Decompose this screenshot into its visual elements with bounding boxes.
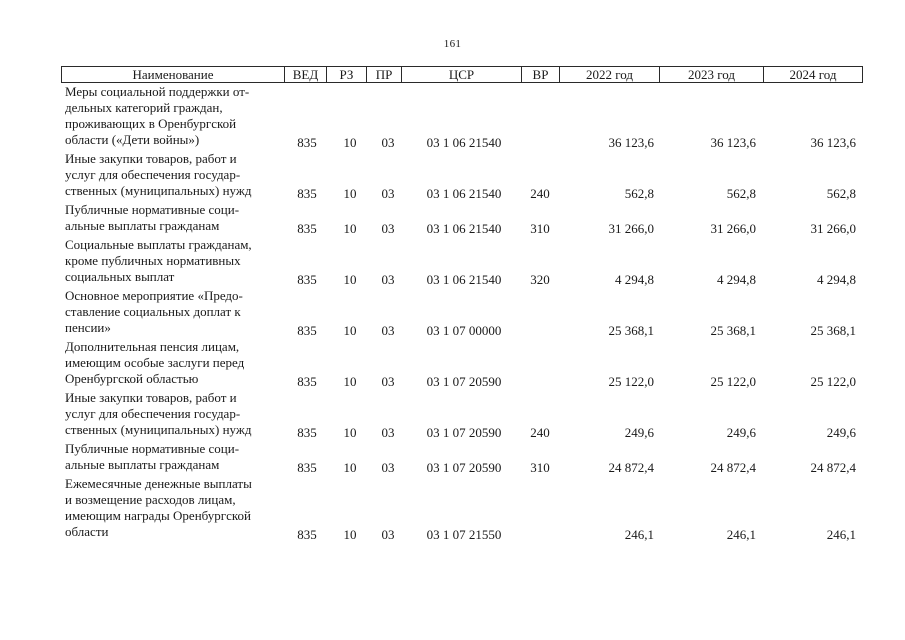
cell-pr: 03 xyxy=(381,186,395,201)
cell-ved: 835 xyxy=(297,135,317,150)
row-name-line: социальных выплат xyxy=(65,269,175,284)
row-name-line: и возмещение расходов лицам, xyxy=(65,492,236,507)
cell-2023: 24 872,4 xyxy=(710,460,756,475)
row-name-line: Публичные нормативные соци- xyxy=(65,202,240,217)
row-name-line: пенсии» xyxy=(65,320,111,335)
cell-csr: 03 1 07 21550 xyxy=(426,527,502,542)
row-name-line: кроме публичных нормативных xyxy=(65,253,241,268)
cell-ved: 835 xyxy=(297,186,317,201)
cell-2024: 246,1 xyxy=(826,527,856,542)
row-name-line: ственных (муниципальных) нужд xyxy=(65,183,252,198)
cell-2022: 246,1 xyxy=(624,527,654,542)
page-number: 161 xyxy=(443,38,462,50)
cell-2023: 31 266,0 xyxy=(710,221,756,236)
cell-2022: 249,6 xyxy=(624,425,654,440)
row-name-line: Основное мероприятие «Предо- xyxy=(65,288,243,303)
cell-2023: 249,6 xyxy=(726,425,756,440)
cell-2024: 249,6 xyxy=(826,425,856,440)
cell-2023: 562,8 xyxy=(726,186,756,201)
cell-2024: 4 294,8 xyxy=(817,272,856,287)
cell-2024: 36 123,6 xyxy=(810,135,856,150)
cell-2024: 25 122,0 xyxy=(810,374,856,389)
cell-csr: 03 1 06 21540 xyxy=(426,186,502,201)
cell-2023: 25 122,0 xyxy=(710,374,756,389)
cell-pr: 03 xyxy=(381,221,395,236)
cell-ved: 835 xyxy=(297,460,317,475)
row-name-line: Иные закупки товаров, работ и xyxy=(65,390,237,405)
cell-rz: 10 xyxy=(343,460,357,475)
cell-rz: 10 xyxy=(343,186,357,201)
header-rz: РЗ xyxy=(327,67,367,82)
row-name-line: услуг для обеспечения государ- xyxy=(65,406,241,421)
header-vr: ВР xyxy=(522,67,560,82)
header-2022: 2022 год xyxy=(560,67,660,82)
cell-pr: 03 xyxy=(381,527,395,542)
cell-ved: 835 xyxy=(297,272,317,287)
header-csr: ЦСР xyxy=(402,67,522,82)
header-2023: 2023 год xyxy=(660,67,764,82)
cell-2022: 36 123,6 xyxy=(608,135,654,150)
cell-csr: 03 1 06 21540 xyxy=(426,272,502,287)
cell-2022: 25 368,1 xyxy=(608,323,654,338)
cell-vr: 320 xyxy=(530,272,550,287)
cell-rz: 10 xyxy=(343,527,357,542)
cell-ved: 835 xyxy=(297,527,317,542)
row-name-line: услуг для обеспечения государ- xyxy=(65,167,241,182)
cell-rz: 10 xyxy=(343,425,357,440)
cell-vr: 240 xyxy=(530,186,550,201)
cell-ved: 835 xyxy=(297,425,317,440)
cell-2023: 246,1 xyxy=(726,527,756,542)
cell-csr: 03 1 06 21540 xyxy=(426,135,502,150)
cell-rz: 10 xyxy=(343,221,357,236)
cell-2022: 24 872,4 xyxy=(608,460,654,475)
row-name-line: Публичные нормативные соци- xyxy=(65,441,240,456)
cell-rz: 10 xyxy=(343,272,357,287)
row-name-line: ставление социальных доплат к xyxy=(65,304,241,319)
row-name-line: области xyxy=(65,524,109,539)
header-pr: ПР xyxy=(367,67,402,82)
cell-2023: 25 368,1 xyxy=(710,323,756,338)
row-name-line: Оренбургской областью xyxy=(65,371,199,386)
cell-csr: 03 1 07 00000 xyxy=(426,323,502,338)
cell-csr: 03 1 07 20590 xyxy=(426,460,502,475)
cell-vr: 240 xyxy=(530,425,550,440)
cell-2024: 31 266,0 xyxy=(810,221,856,236)
row-name-line: проживающих в Оренбургской xyxy=(65,116,237,131)
header-ved: ВЕД xyxy=(285,67,327,82)
cell-rz: 10 xyxy=(343,374,357,389)
row-name-line: имеющим награды Оренбургской xyxy=(65,508,251,523)
cell-pr: 03 xyxy=(381,135,395,150)
cell-pr: 03 xyxy=(381,425,395,440)
cell-ved: 835 xyxy=(297,323,317,338)
cell-vr: 310 xyxy=(530,460,550,475)
header-2024: 2024 год xyxy=(789,67,837,82)
cell-2022: 4 294,8 xyxy=(615,272,654,287)
cell-2024: 562,8 xyxy=(826,186,856,201)
cell-ved: 835 xyxy=(297,374,317,389)
cell-rz: 10 xyxy=(343,135,357,150)
row-name-line: ственных (муниципальных) нужд xyxy=(65,422,252,437)
row-name-line: Иные закупки товаров, работ и xyxy=(65,151,237,166)
row-name-line: Ежемесячные денежные выплаты xyxy=(65,476,252,491)
row-name-line: Дополнительная пенсия лицам, xyxy=(65,339,240,354)
cell-rz: 10 xyxy=(343,323,357,338)
row-name-line: Меры социальной поддержки от- xyxy=(65,84,250,99)
row-name-line: альные выплаты гражданам xyxy=(65,218,220,233)
row-name-line: альные выплаты гражданам xyxy=(65,457,220,472)
row-name-line: имеющим особые заслуги перед xyxy=(65,355,245,370)
cell-2022: 31 266,0 xyxy=(608,221,654,236)
cell-pr: 03 xyxy=(381,460,395,475)
cell-2023: 36 123,6 xyxy=(710,135,756,150)
cell-pr: 03 xyxy=(381,272,395,287)
table-header xyxy=(61,66,863,83)
cell-pr: 03 xyxy=(381,323,395,338)
cell-2022: 25 122,0 xyxy=(608,374,654,389)
row-name-line: области («Дети войны») xyxy=(65,132,200,147)
row-name-line: Социальные выплаты гражданам, xyxy=(65,237,252,252)
cell-csr: 03 1 07 20590 xyxy=(426,425,502,440)
header-name: Наименование xyxy=(62,67,285,82)
cell-vr: 310 xyxy=(530,221,550,236)
cell-2024: 25 368,1 xyxy=(810,323,856,338)
cell-csr: 03 1 07 20590 xyxy=(426,374,502,389)
cell-pr: 03 xyxy=(381,374,395,389)
cell-2024: 24 872,4 xyxy=(810,460,856,475)
cell-csr: 03 1 06 21540 xyxy=(426,221,502,236)
cell-2023: 4 294,8 xyxy=(717,272,756,287)
cell-2022: 562,8 xyxy=(624,186,654,201)
cell-ved: 835 xyxy=(297,221,317,236)
row-name-line: дельных категорий граждан, xyxy=(65,100,223,115)
